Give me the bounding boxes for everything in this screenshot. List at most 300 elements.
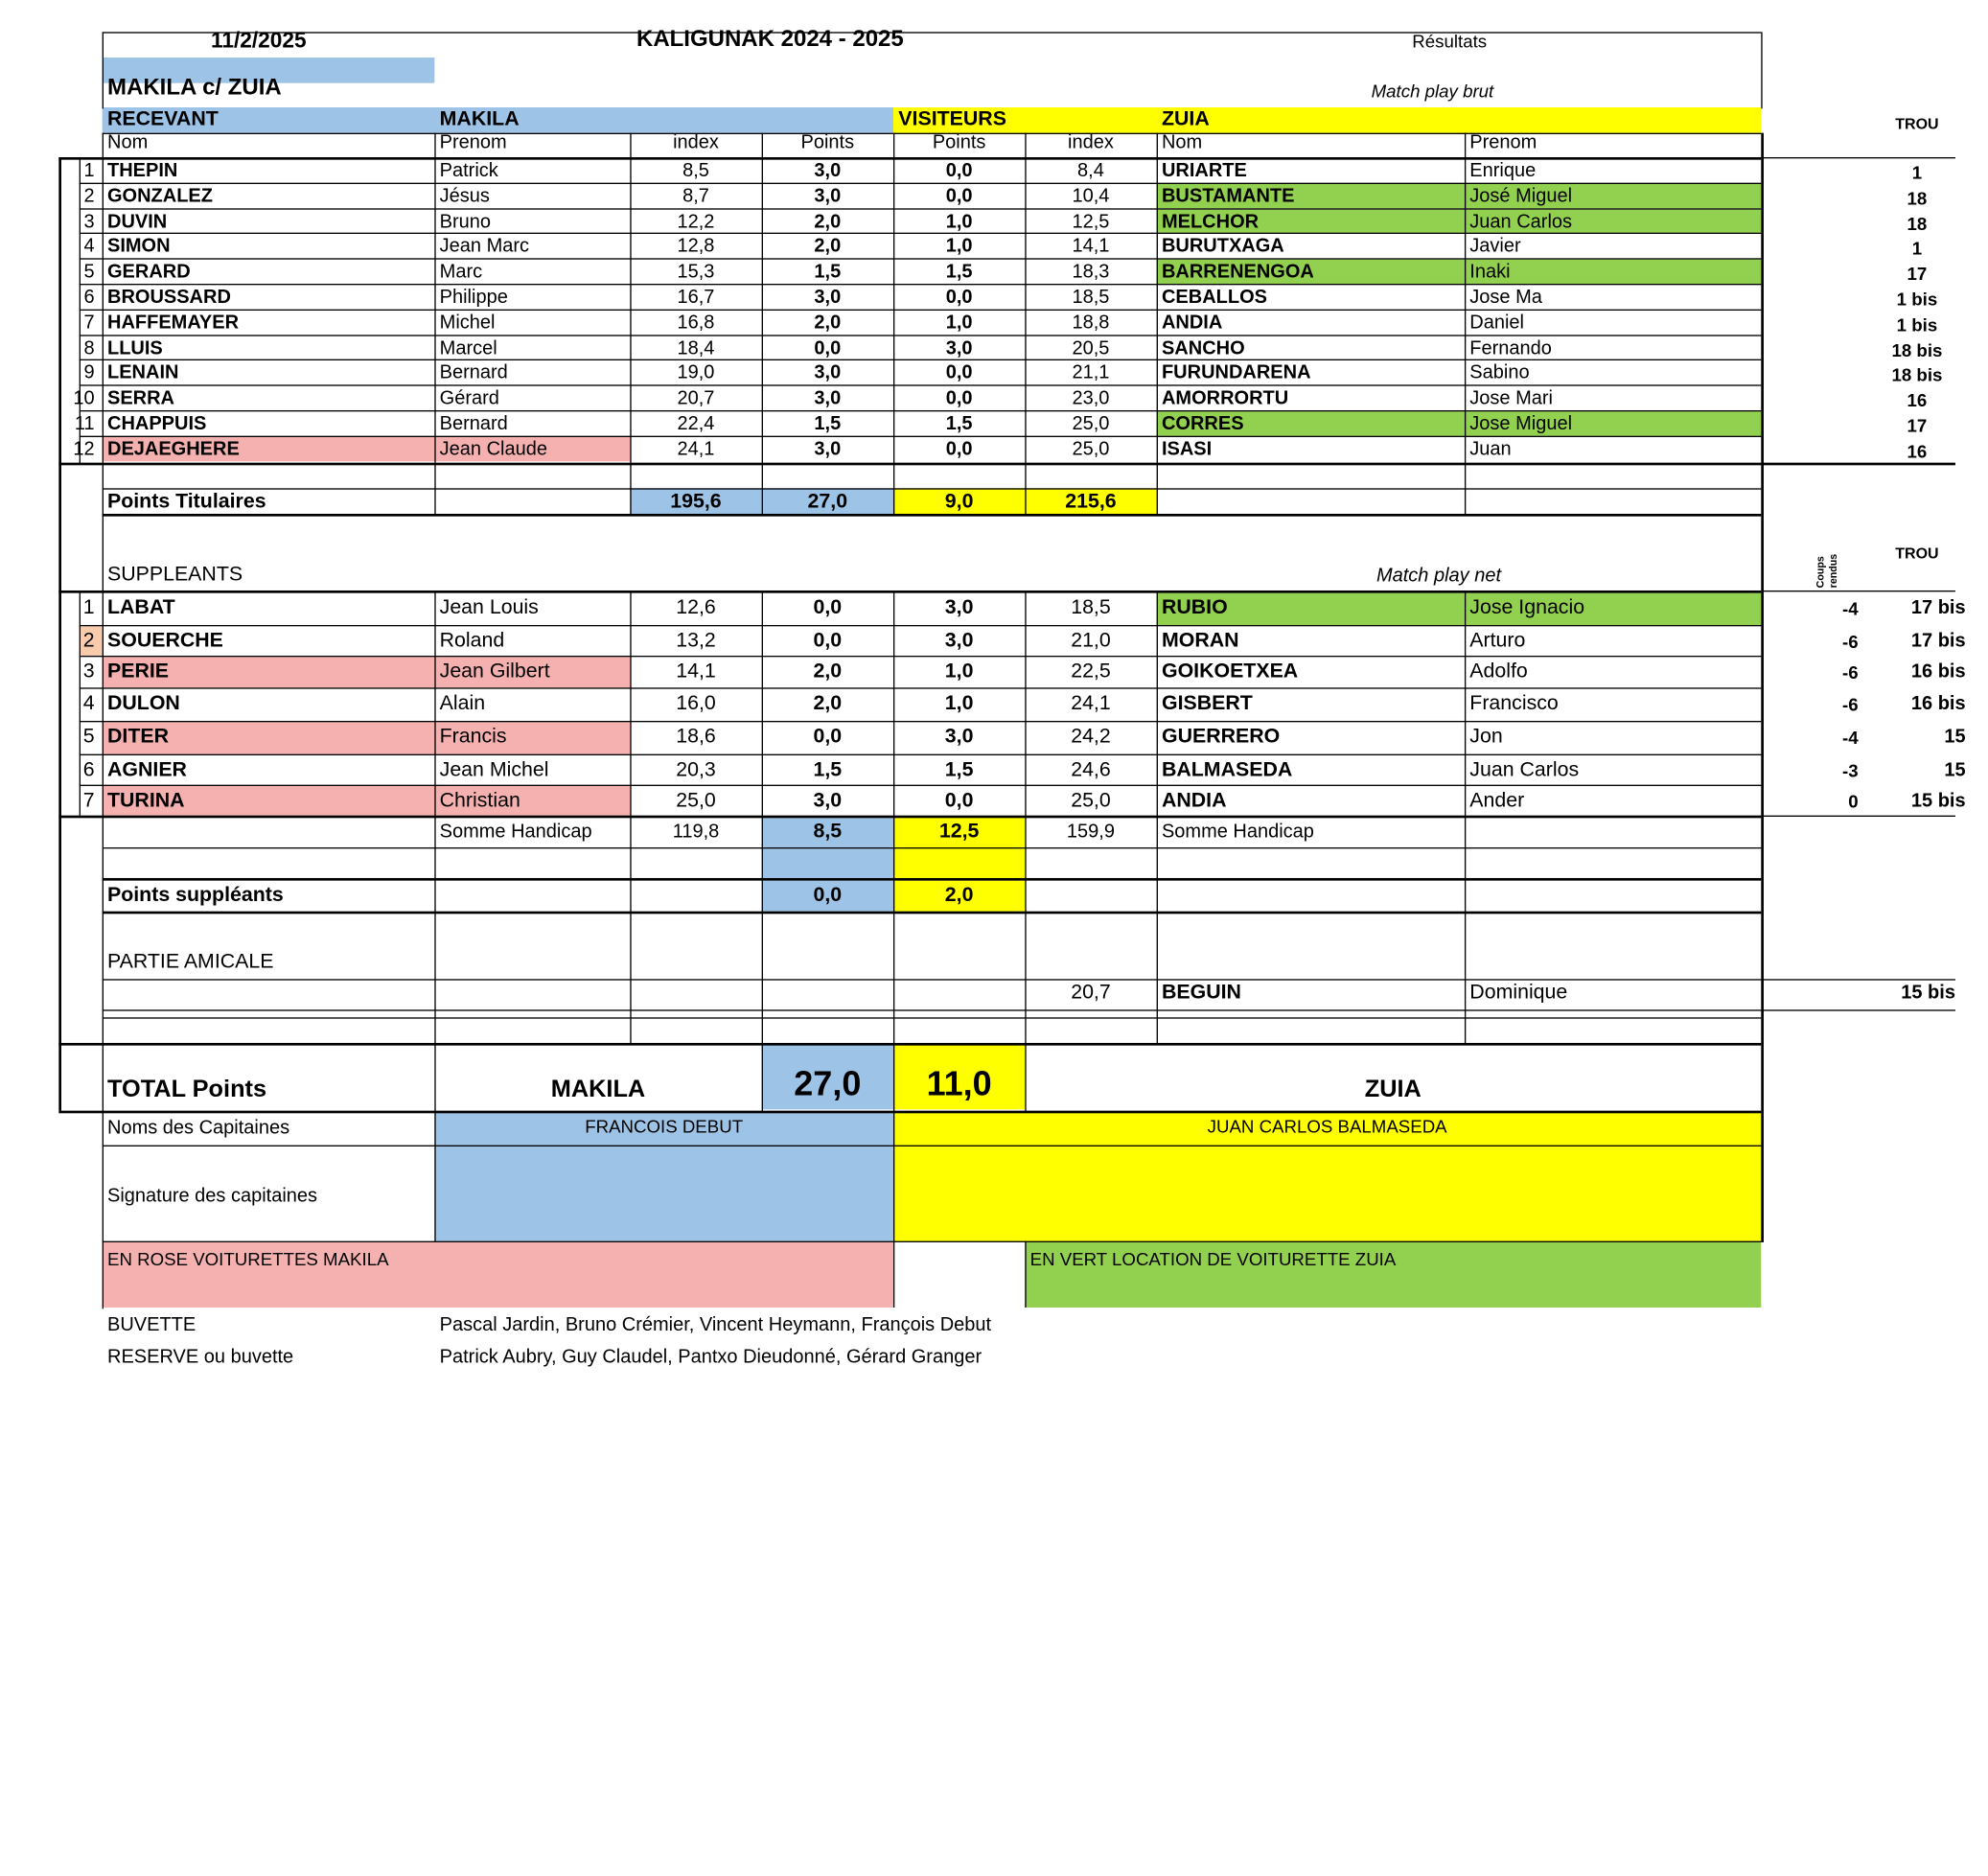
row-number: 8 [83,337,95,358]
sub-points-v: 3,0 [944,726,974,748]
grid-line [893,1241,894,1308]
points-titulaires-label: Points Titulaires [106,490,266,513]
player-prenom: Jean Claude [439,439,547,459]
recevant-label: RECEVANT [106,108,219,130]
grid-line [80,385,1762,386]
player-points: 3,0 [814,439,842,459]
sub-prenom-v: Adolfo [1469,660,1528,683]
player-prenom: Marcel [439,337,497,358]
row-number: 12 [73,439,95,459]
somme-index: 119,8 [672,820,720,843]
visitor-points: 1,0 [945,237,973,257]
player-prenom: Bruno [439,211,492,231]
grid-line [80,687,1762,688]
grid-line [103,32,104,108]
sub-points: 0,0 [813,596,843,619]
visitor-nom: SANCHO [1161,337,1245,358]
visitor-prenom: Juan Carlos [1469,211,1573,231]
competition-title: KALIGUNAK 2024 - 2025 [636,25,904,52]
player-points: 3,0 [814,160,842,180]
visitor-index: 18,5 [1072,287,1110,307]
trou-value: 17 bis [1910,596,1966,619]
away-club-name: ZUIA [1161,108,1210,130]
grid-line [80,335,1762,336]
player-points: 1,5 [814,262,842,282]
sub-points-v: 0,0 [944,789,974,812]
visitor-prenom: Fernando [1469,337,1552,358]
grid-line [1157,133,1158,463]
sub-nom: SOUERCHE [106,630,223,652]
grid-line [893,591,894,816]
player-points: 3,0 [814,287,842,307]
sub-points: 0,0 [813,630,843,652]
player-index: 8,7 [682,186,709,206]
sub-points-v: 3,0 [944,630,974,652]
trou-value: 15 [1944,726,1966,748]
grid-line [762,463,763,514]
grid-line [434,591,435,816]
coups-rendus-value: -4 [1842,727,1859,748]
sub-prenom-v: Ander [1469,789,1525,812]
somme-handicap-label-v: Somme Handicap [1161,820,1314,843]
sub-nom-v: BALMASEDA [1161,758,1293,781]
sub-index-v: 25,0 [1071,789,1111,812]
sub-prenom: Alain [439,692,486,715]
player-nom: GONZALEZ [106,186,213,206]
visitor-index: 8,4 [1077,160,1104,180]
somme-handicap-label: Somme Handicap [439,820,592,843]
player-nom: HAFFEMAYER [106,313,240,333]
col-nom-v: Nom [1161,132,1203,152]
coups-rendus-value: -4 [1842,597,1859,619]
grid-line [893,816,894,1043]
row-number: 9 [83,363,95,383]
player-index: 12,8 [677,237,715,257]
amicale-index: 20,7 [1071,981,1111,1004]
sub-prenom: Jean Louis [439,596,539,619]
player-index: 12,2 [677,211,715,231]
total-points: 27,0 [794,1064,862,1103]
coups-rendus-value: -6 [1842,693,1859,715]
row-number: 5 [83,262,95,282]
player-nom: DUVIN [106,211,168,231]
visitor-points: 0,0 [945,439,973,459]
player-index: 24,1 [677,439,715,459]
sub-nom: LABAT [106,596,175,619]
trou-value: 18 bis [1891,365,1943,385]
player-index: 18,4 [677,337,715,358]
visitor-index: 25,0 [1072,439,1110,459]
trou-value: 1 bis [1896,290,1938,310]
visitor-nom: CORRES [1161,413,1244,433]
sub-index-v: 24,6 [1071,758,1111,781]
row-number: 7 [83,313,95,333]
grid-line [434,1111,435,1241]
grid-line [1761,816,1955,817]
sub-prenom-v: Juan Carlos [1469,758,1580,781]
visitor-index: 23,0 [1072,388,1110,408]
player-points: 2,0 [814,313,842,333]
sub-index: 13,2 [676,630,716,652]
grid-line [80,410,1762,411]
sub-nom: DULON [106,692,180,715]
grid-line [1025,133,1026,463]
sheet-date: 11/2/2025 [210,28,307,53]
grid-line [434,816,435,1043]
col-index-v: index [1068,132,1114,152]
grid-line [80,656,1762,657]
grid-line [1465,463,1466,514]
visitor-index: 10,4 [1072,186,1110,206]
player-index: 16,7 [677,287,715,307]
grid-line [103,878,1762,881]
somme-index-v: 159,9 [1066,820,1115,843]
sub-index-v: 21,0 [1071,630,1111,652]
coups-rendus-value: -6 [1842,631,1859,652]
visitor-nom: CEBALLOS [1161,287,1267,307]
player-prenom: Bernard [439,413,508,433]
visitor-points: 1,5 [945,413,973,433]
visitor-prenom: Jose Mari [1469,388,1554,408]
sub-index-v: 24,2 [1071,726,1111,748]
grid-line [103,847,1762,848]
trou-value: 16 [1907,391,1928,411]
row-number: 11 [74,413,95,433]
visitor-points: 1,0 [945,313,973,333]
sub-index-v: 24,1 [1071,692,1111,715]
visitor-nom: MELCHOR [1161,211,1260,231]
grid-line [103,32,1762,33]
sub-nom: AGNIER [106,758,187,781]
trou-value: 16 [1907,442,1928,462]
player-nom: THEPIN [106,160,178,180]
grid-line [103,979,1762,980]
visitor-points: 3,0 [945,337,973,358]
trou-value: 1 [1911,239,1923,259]
sub-index-v: 22,5 [1071,660,1111,683]
visitor-points: 1,5 [945,262,973,282]
visitor-prenom: Juan [1469,439,1512,459]
visitor-points: 0,0 [945,287,973,307]
row-number: 6 [83,287,95,307]
titulaires-index-sum-v: 215,6 [1065,490,1117,513]
grid-line [80,182,1762,183]
grid-line [893,133,894,463]
sub-prenom-v: Jose Ignacio [1469,596,1585,619]
player-points: 2,0 [814,237,842,257]
reserve-names: Patrick Aubry, Guy Claudel, Pantxo Dieudonné, Gérard Granger [439,1345,982,1368]
grid-line [762,816,763,1043]
visitor-nom: URIARTE [1161,160,1247,180]
trou-value: 18 [1907,189,1928,209]
row-number: 4 [82,692,95,715]
visitor-nom: BUSTAMANTE [1161,186,1295,206]
col-points-v: Points [932,132,986,152]
signature-label: Signature des capitaines [106,1184,318,1207]
grid-line [103,133,104,1309]
grid-line [58,591,1761,593]
grid-line [1465,816,1466,1043]
visitor-points: 1,0 [945,211,973,231]
visitor-prenom: Inaki [1469,262,1511,282]
coups-rendus-value: 0 [1848,791,1859,812]
player-prenom: Patrick [439,160,498,180]
coups-rendus-header: Coups rendus [1815,553,1839,589]
player-nom: CHAPPUIS [106,413,207,433]
grid-line [80,208,1762,209]
trou-value: 16 bis [1910,692,1966,715]
grid-line [80,785,1762,786]
titulaires-points: 27,0 [807,490,848,513]
visitor-prenom: Jose Miguel [1469,413,1573,433]
grid-line [893,463,894,514]
grid-line [434,463,435,514]
legend-pink: EN ROSE VOITURETTES MAKILA [106,1248,389,1269]
sub-prenom: Francis [439,726,507,748]
grid-line [103,514,1762,517]
captain-away: JUAN CARLOS BALMASEDA [1207,1115,1447,1137]
sub-nom-v: ANDIA [1161,789,1227,812]
sub-prenom: Christian [439,789,520,812]
sub-prenom: Roland [439,630,505,652]
somme-blank-band-v [893,847,1025,878]
points-suppleants-label: Points suppléants [106,884,284,907]
player-prenom: Philippe [439,287,508,307]
capitaines-label: Noms des Capitaines [106,1117,290,1139]
row-number: 7 [82,789,95,812]
player-index: 20,7 [677,388,715,408]
sub-index: 16,0 [676,692,716,715]
grid-line [103,488,1762,489]
sub-points-v: 1,0 [944,660,974,683]
total-points-v: 11,0 [926,1064,992,1103]
col-prenom: Prenom [439,132,507,152]
match-type-net: Match play net [1375,565,1502,587]
player-points: 3,0 [814,363,842,383]
sub-index-v: 18,5 [1071,596,1111,619]
player-points: 3,0 [814,388,842,408]
grid-line [80,259,1762,260]
col-prenom-v: Prenom [1469,132,1537,152]
titulaires-index-sum: 195,6 [670,490,722,513]
sub-points: 2,0 [813,660,843,683]
visitor-index: 18,3 [1072,262,1110,282]
trou-header: TROU [1895,114,1939,133]
player-index: 15,3 [677,262,715,282]
grid-line [1025,463,1026,514]
total-away-club: ZUIA [1364,1076,1422,1103]
trou-value: 17 [1907,265,1928,285]
results-label: Résultats [1412,30,1488,52]
grid-line [1465,133,1466,463]
total-home-club: MAKILA [550,1076,646,1103]
grid-line [630,816,631,1043]
trou-value: 17 [1907,416,1928,436]
match-title: MAKILA c/ ZUIA [106,74,282,100]
sub-points-v: 1,5 [944,758,974,781]
grid-line [1761,32,1762,108]
sub-points-v: 1,0 [944,692,974,715]
coups-rendus-value: -6 [1842,661,1859,683]
visitor-index: 18,8 [1072,313,1110,333]
buvette-label: BUVETTE [106,1313,196,1336]
visitor-nom: BURUTXAGA [1161,237,1284,257]
sub-nom: TURINA [106,789,185,812]
trou-value: 15 bis [1910,789,1966,812]
row-number: 3 [82,660,95,683]
sub-prenom-v: Jon [1469,726,1503,748]
trou-value: 17 bis [1910,630,1966,652]
grid-line [762,133,763,463]
visitor-prenom: Daniel [1469,313,1525,333]
amicale-nom: BEGUIN [1161,981,1241,1004]
sub-prenom-v: Francisco [1469,692,1559,715]
row-number: 5 [82,726,95,748]
somme-points: 8,5 [813,820,843,843]
player-points: 3,0 [814,186,842,206]
points-suppleants-value-v: 2,0 [944,884,974,907]
somme-blank-band [762,847,893,878]
visitor-index: 20,5 [1072,337,1110,358]
grid-line [80,284,1762,285]
grid-line [58,157,1761,160]
player-index: 19,0 [677,363,715,383]
grid-line [80,591,81,816]
grid-line [1025,1241,1026,1308]
visitor-index: 12,5 [1072,211,1110,231]
row-number: 1 [82,596,95,619]
points-suppleants-value: 0,0 [813,884,843,907]
player-prenom: Jean Marc [439,237,530,257]
trou-value: 16 bis [1910,660,1966,683]
visitor-prenom: Javier [1469,237,1521,257]
home-club-name: MAKILA [439,108,520,130]
grid-line [103,1017,1762,1018]
sub-index: 14,1 [676,660,716,683]
player-nom: SERRA [106,388,175,408]
player-prenom: Gérard [439,388,499,408]
titulaires-points-v: 9,0 [944,490,974,513]
grid-line [80,625,1762,626]
trou-value: 15 [1944,758,1966,781]
sub-nom-v: MORAN [1161,630,1239,652]
row-number: 6 [82,758,95,781]
sub-points-v: 3,0 [944,596,974,619]
sub-points: 3,0 [813,789,843,812]
captain-home: FRANCOIS DEBUT [585,1115,744,1137]
grid-line [58,1111,1761,1114]
row-number: 10 [73,388,95,408]
grid-line [1761,463,1955,466]
visitor-nom: AMORRORTU [1161,388,1289,408]
visitor-prenom: Sabino [1469,363,1530,383]
col-points: Points [800,132,855,152]
row-number: 2 [83,186,95,206]
visitor-points: 0,0 [945,186,973,206]
player-index: 8,5 [682,160,709,180]
grid-line [1761,133,1764,1242]
sub-prenom: Jean Michel [439,758,549,781]
visitor-points: 0,0 [945,363,973,383]
match-type-brut: Match play brut [1371,80,1494,102]
grid-line [58,157,61,1111]
grid-line [58,463,1761,466]
col-index: index [673,132,719,152]
grid-line [630,463,631,514]
legend-green: EN VERT LOCATION DE VOITURETTE ZUIA [1029,1248,1397,1269]
trou-value: 1 [1911,163,1923,183]
grid-line [80,721,1762,722]
sub-nom-v: GISBERT [1161,692,1253,715]
player-prenom: Jésus [439,186,490,206]
grid-line [80,233,1762,234]
player-nom: BROUSSARD [106,287,231,307]
sub-prenom: Jean Gilbert [439,660,550,683]
visitor-index: 14,1 [1072,237,1110,257]
sub-index: 20,3 [676,758,716,781]
grid-line [893,1111,894,1241]
grid-line [1157,591,1158,816]
visitor-prenom: José Miguel [1469,186,1573,206]
col-nom: Nom [106,132,149,152]
trou-header-2: TROU [1895,544,1939,563]
grid-line [103,133,1762,134]
player-prenom: Michel [439,313,496,333]
visitor-nom: BARRENENGOA [1161,262,1314,282]
player-index: 22,4 [677,413,715,433]
sub-points: 0,0 [813,726,843,748]
grid-line [103,1009,1762,1010]
sub-nom-v: GUERRERO [1161,726,1281,748]
visitor-nom: FURUNDARENA [1161,363,1311,383]
player-nom: LLUIS [106,337,163,358]
grid-line [80,435,1762,436]
player-nom: LENAIN [106,363,179,383]
visiteurs-label: VISITEURS [898,108,1006,130]
row-number: 2 [82,630,95,652]
sub-points: 2,0 [813,692,843,715]
trou-value: 18 bis [1891,340,1943,360]
player-prenom: Marc [439,262,483,282]
player-points: 0,0 [814,337,842,358]
grid-line [1761,979,1955,980]
player-nom: GERARD [106,262,191,282]
grid-line [893,1043,894,1112]
grid-line [80,754,1762,755]
row-number: 1 [83,160,95,180]
grid-line [1761,1009,1955,1010]
player-prenom: Bernard [439,363,508,383]
sub-prenom-v: Arturo [1469,630,1526,652]
somme-points-v: 12,5 [938,820,980,843]
grid-line [80,359,1762,360]
visitor-prenom: Jose Ma [1469,287,1542,307]
amicale-prenom: Dominique [1469,981,1568,1004]
amicale-trou: 15 bis [1901,981,1955,1004]
player-points: 2,0 [814,211,842,231]
coups-rendus-value: -3 [1842,760,1859,781]
grid-line [1025,1043,1026,1112]
grid-line [103,912,1762,915]
player-index: 16,8 [677,313,715,333]
sub-index: 12,6 [676,596,716,619]
grid-line [434,1043,435,1112]
visitor-points: 0,0 [945,160,973,180]
grid-line [1025,591,1026,816]
visitor-points: 0,0 [945,388,973,408]
sub-nom: DITER [106,726,169,748]
row-number: 3 [83,211,95,231]
